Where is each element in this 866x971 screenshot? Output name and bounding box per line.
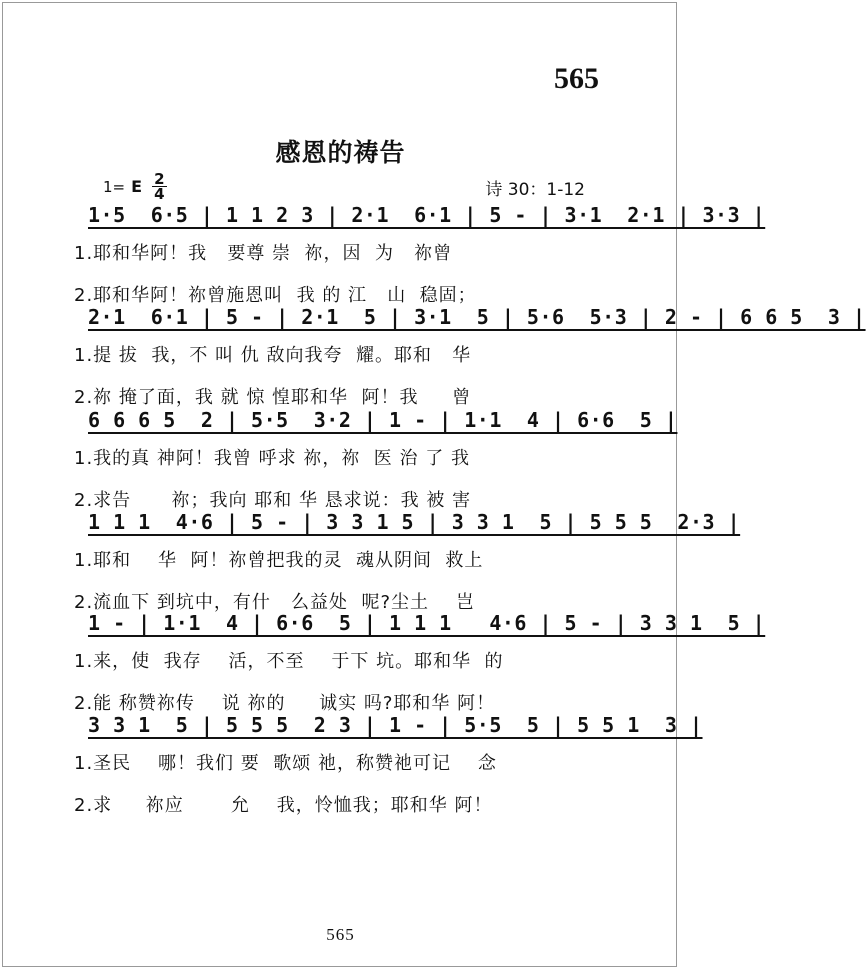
scripture-reference: 诗 30：1-12 (485, 180, 585, 200)
time-signature-top: 2 (154, 170, 165, 188)
music-system-1 (74, 203, 766, 307)
time-signature-bottom: 4 (154, 185, 165, 203)
lyric-verse-1: 1.来，使 我存 活，不至 于下 坑。耶和华 的 (74, 651, 504, 672)
page-number-bottom: 565 (326, 925, 355, 944)
lyric-verse-2: 2.能 称赞祢传 说 祢的 诚实 吗?耶和华 阿！ (74, 693, 496, 714)
lyric-verse-2: 2.求 祢应 允 我，怜恤我；耶和华 阿！ (74, 795, 493, 816)
music-system-5 (74, 611, 766, 715)
key-signature (103, 172, 167, 201)
time-signature (152, 172, 166, 201)
music-system-6 (74, 713, 703, 817)
key-letter: E (131, 177, 143, 196)
music-notation: 1 - | 1·1 4 | 6·6 5 | 1 1 1 4·6 | 5 - | 3 3 1 5 | (88, 611, 766, 635)
music-system-3 (74, 408, 678, 512)
music-system-2 (74, 305, 866, 409)
lyric-verse-1: 1.圣民 哪！我们 要 歌颂 祂，称赞祂可记 念 (74, 753, 497, 774)
music-notation: 1·5 6·5 | 1 1 2 3 | 2·1 6·1 | 5 - | 3·1 2·1 | 3·3 | (88, 203, 766, 227)
key-prefix: 1= (103, 177, 126, 196)
music-system-4 (74, 510, 741, 614)
lyric-verse-1: 1.提 拔 我，不 叫 仇 敌向我夸 耀。耶和 华 (74, 345, 472, 366)
lyric-verse-2: 2.祢 掩了面，我 就 惊 惶耶和华 阿！我 曾 (74, 387, 472, 408)
lyric-verse-1: 1.耶和 华 阿！祢曾把我的灵 魂从阴间 救上 (74, 550, 484, 571)
lyric-verse-2: 2.流血下 到坑中，有什 么益处 呢?尘土 岂 (74, 592, 475, 613)
lyric-verse-2: 2.求告 祢；我向 耶和 华 恳求说：我 被 害 (74, 490, 472, 511)
music-notation: 6 6 6 5 2 | 5·5 3·2 | 1 - | 1·1 4 | 6·6 5 | (88, 408, 678, 432)
lyric-verse-1: 1.耶和华阿！我 要尊 崇 祢，因 为 祢曾 (74, 243, 453, 264)
lyric-verse-2: 2.耶和华阿！祢曾施恩叫 我 的 江 山 稳固； (74, 285, 477, 306)
music-notation: 3 3 1 5 | 5 5 5 2 3 | 1 - | 5·5 5 | 5 5 1 3 | (88, 713, 703, 737)
lyric-verse-1: 1.我的真 神阿！我曾 呼求 祢，祢 医 治 了 我 (74, 448, 470, 469)
hymn-title: 感恩的祷告 (275, 138, 406, 167)
music-notation: 2·1 6·1 | 5 - | 2·1 5 | 3·1 5 | 5·6 5·3 | 2 - | 6 6 5 3 | (88, 305, 866, 329)
page-number-top: 565 (554, 62, 599, 95)
music-notation: 1 1 1 4·6 | 5 - | 3 3 1 5 | 3 3 1 5 | 5 5 5 2·3 | (88, 510, 741, 534)
